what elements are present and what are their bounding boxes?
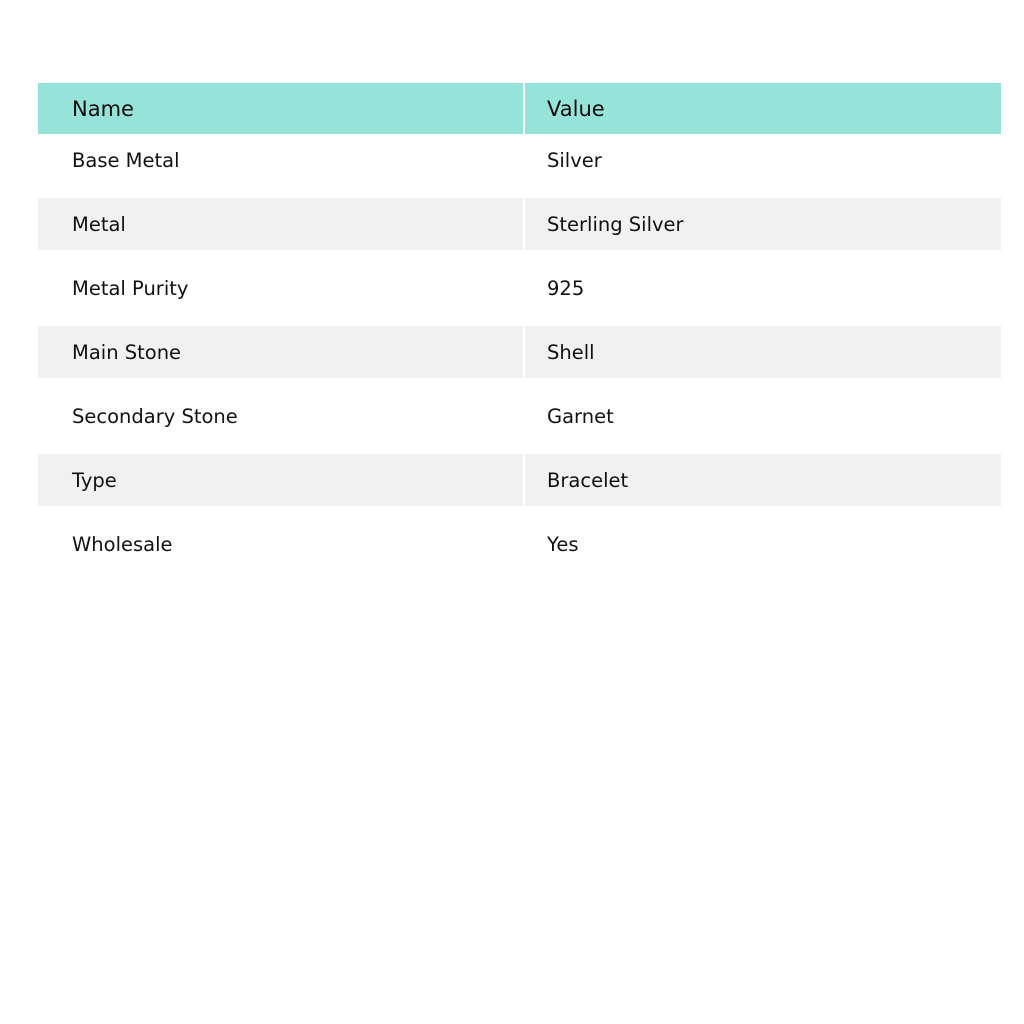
row-name-cell: Base Metal <box>72 148 180 172</box>
row-value-cell: Yes <box>523 518 1001 582</box>
table-row <box>38 262 1001 326</box>
table-row <box>38 518 1001 582</box>
row-value-cell: 925 <box>523 262 1001 326</box>
row-name-cell: Metal <box>38 198 523 262</box>
table-row <box>38 454 1001 518</box>
table-body <box>38 134 1001 582</box>
product-specs-table <box>38 83 1001 582</box>
row-value-cell: Bracelet <box>523 454 1001 518</box>
table-row <box>38 326 1001 390</box>
row-name-cell: Type <box>38 454 523 518</box>
row-name-cell: Secondary Stone <box>72 404 238 428</box>
row-name-cell: Main Stone <box>38 326 523 390</box>
row-value-cell: Silver <box>523 134 1001 198</box>
name-column-header: Name <box>38 83 523 134</box>
row-value-cell: Shell <box>523 326 1001 390</box>
table-row <box>38 134 1001 198</box>
value-column-header: Value <box>523 83 1001 134</box>
row-name-cell: Wholesale <box>72 532 173 556</box>
row-value-cell: Garnet <box>523 390 1001 454</box>
table-row <box>38 390 1001 454</box>
row-name-cell: Metal Purity <box>72 276 189 300</box>
row-value-cell: Sterling Silver <box>523 198 1001 262</box>
table-row <box>38 198 1001 262</box>
table-header <box>38 83 1001 134</box>
table-header-row <box>38 83 1001 134</box>
